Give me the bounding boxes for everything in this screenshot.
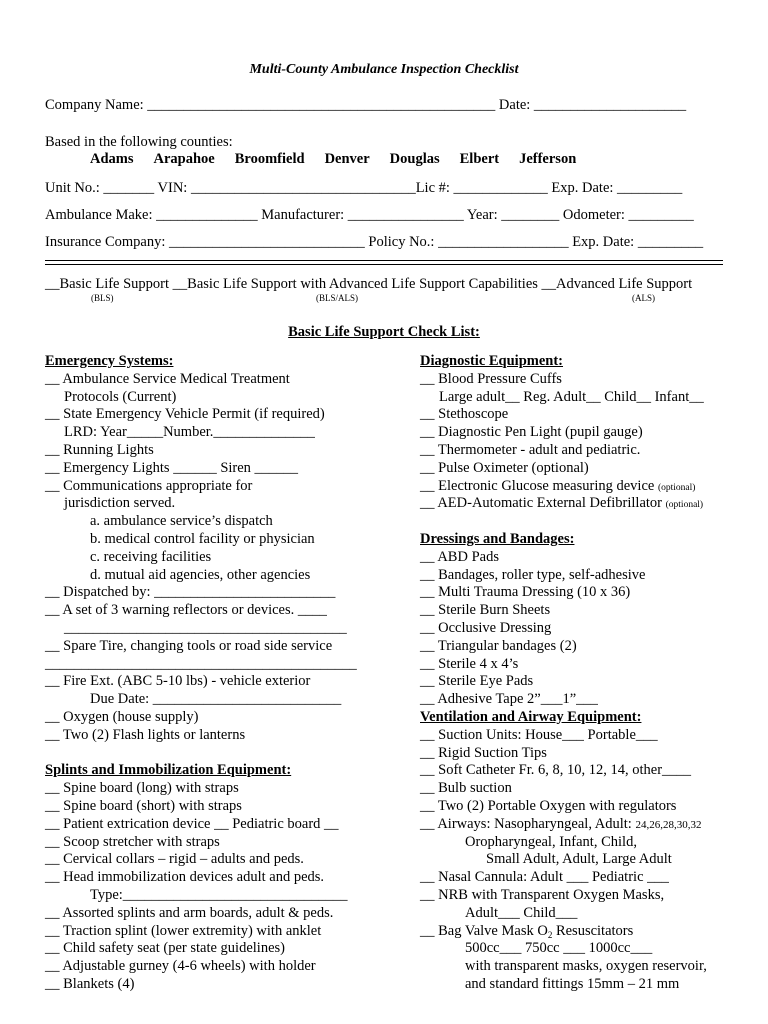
checklist-item: __ Two (2) Flash lights or lanterns <box>45 726 246 743</box>
checklist-item: __ Blankets (4) <box>45 975 135 992</box>
checklist-item: __ Blood Pressure Cuffs <box>420 370 562 387</box>
checklist-item: __ ABD Pads <box>420 548 499 565</box>
county-list <box>90 151 596 168</box>
checklist-item-text: __ Airways: Nasopharyngeal, Adult: <box>420 815 636 832</box>
checklist-item: __ Dispatched by: _________________________ <box>45 584 336 601</box>
county-name: Jefferson <box>519 151 577 167</box>
checklist-item: c. receiving facilities <box>90 548 212 565</box>
right-column <box>420 353 707 994</box>
checklist-item: __ A set of 3 warning reflectors or devices. ____ <box>45 602 327 619</box>
checklist-item: __ Bandages, roller type, self-adhesive <box>420 566 646 583</box>
optional-note: (optional) <box>657 482 696 493</box>
checklist-item: 500cc___ 750cc ___ 1000cc___ <box>465 940 653 957</box>
checklist-item: __ Traction splint (lower extremity) with anklet <box>45 922 322 939</box>
based-in-label: Based in the following counties: <box>45 134 233 150</box>
checklist-item: _______________________________________ <box>64 619 347 636</box>
checklist-item: __ Cervical collars – rigid – adults and peds. <box>45 851 304 868</box>
county-name: Elbert <box>459 151 500 167</box>
checklist-item: Large adult__ Reg. Adult__ Child__ Infant__ <box>439 388 704 405</box>
diagnostic-equipment-heading: Diagnostic Equipment: <box>420 353 564 369</box>
checklist-item: __ Oxygen (house supply) <box>45 708 199 725</box>
make-manufacturer-line: Ambulance Make: ______________ Manufacturer: ________________ Year: ________ Odometer: _________ <box>45 207 694 223</box>
checklist-item: __ Communications appropriate for <box>45 477 253 494</box>
checklist-item: a. ambulance service’s dispatch <box>90 513 273 530</box>
checklist-item: __ Adhesive Tape 2”___1”___ <box>420 691 598 708</box>
checklist-item: __ Spine board (short) with straps <box>45 797 242 814</box>
checklist-item: __ Suction Units: House___ Portable___ <box>420 726 658 743</box>
checklist-item: __ Emergency Lights ______ Siren ______ <box>45 459 299 476</box>
checklist-item: __ Assorted splints and arm boards, adult & peds. <box>45 904 334 921</box>
checklist-item: __ Spine board (long) with straps <box>45 780 239 797</box>
county-name: Denver <box>324 151 370 167</box>
checklist-item: __ Pulse Oximeter (optional) <box>420 459 589 476</box>
checklist-item <box>420 478 707 496</box>
checklist-item: __ Ambulance Service Medical Treatment <box>45 370 290 387</box>
divider-line <box>45 260 723 261</box>
checklist-item: __ State Emergency Vehicle Permit (if required) <box>45 406 325 423</box>
checklist-item: __ Nasal Cannula: Adult ___ Pediatric ___ <box>420 869 669 886</box>
checklist-item: __ Multi Trauma Dressing (10 x 36) <box>420 584 631 601</box>
checklist-item: and standard fittings 15mm – 21 mm <box>465 975 680 992</box>
subscript-2: 2 <box>547 929 553 940</box>
checklist-item: d. mutual aid agencies, other agencies <box>90 566 311 583</box>
checklist-item: __ Sterile 4 x 4’s <box>420 655 519 672</box>
checklist-item: __ Adjustable gurney (4-6 wheels) with holder <box>45 958 316 975</box>
insurance-line: Insurance Company: ___________________________ Policy No.: __________________ Exp. Date: _________ <box>45 234 704 250</box>
checklist-item: __ Running Lights <box>45 441 154 458</box>
checklist-item: ___________________________________________ <box>45 655 357 672</box>
checklist-item: __ Spare Tire, changing tools or road side service <box>45 637 333 654</box>
checklist-item: __ Two (2) Portable Oxygen with regulators <box>420 797 677 814</box>
dressings-heading: Dressings and Bandages: <box>420 530 575 547</box>
checklist-item: jurisdiction served. <box>64 495 176 512</box>
checklist-item-text: __ AED-Automatic External Defibrillator <box>420 495 662 512</box>
checklist-item <box>420 923 707 941</box>
document-title: Multi-County Ambulance Inspection Checklist <box>249 62 519 77</box>
checklist-item: __ Sterile Eye Pads <box>420 673 534 690</box>
section-title: Basic Life Support Check List: <box>288 324 480 340</box>
county-name: Douglas <box>389 151 440 167</box>
checklist-item: __ Triangular bandages (2) <box>420 637 577 654</box>
checklist-item: Protocols (Current) <box>64 388 177 405</box>
checklist-item: __ Rigid Suction Tips <box>420 744 547 761</box>
checklist-item: __ Stethoscope <box>420 406 509 423</box>
checklist-item-text: __ Bag Valve Mask O <box>420 922 548 939</box>
checklist-item: __ Thermometer - adult and pediatric. <box>420 441 641 458</box>
emergency-systems-heading: Emergency Systems: <box>45 353 174 369</box>
left-column <box>45 353 357 994</box>
checklist-item: __ Fire Ext. (ABC 5-10 lbs) - vehicle exterior <box>45 673 311 690</box>
checklist-item: __ NRB with Transparent Oxygen Masks, <box>420 886 665 903</box>
checklist-item: Type:_______________________________ <box>90 886 348 903</box>
ventilation-heading: Ventilation and Airway Equipment: <box>420 708 642 725</box>
checklist-item <box>420 495 707 513</box>
checklist-item: __ Soft Catheter Fr. 6, 8, 10, 12, 14, other____ <box>420 762 692 779</box>
county-name: Broomfield <box>234 151 305 167</box>
bls-als-abbrev: (BLS/ALS) <box>316 293 359 303</box>
county-name: Arapahoe <box>153 151 215 167</box>
checklist-item: Small Adult, Adult, Large Adult <box>486 851 672 868</box>
checklist-item: __ Diagnostic Pen Light (pupil gauge) <box>420 424 643 441</box>
checklist-item: Due Date: __________________________ <box>90 691 342 708</box>
checklist-item: __ Head immobilization devices adult and peds. <box>45 869 325 886</box>
company-date-line: Company Name: ________________________________________________ Date: _____________________ <box>45 97 687 113</box>
optional-note: (optional) <box>665 500 704 511</box>
checklist-item: Oropharyngeal, Infant, Child, <box>465 833 637 850</box>
airway-sizes: 24,26,28,30,32 <box>635 818 702 831</box>
bls-abbrev: (BLS) <box>91 293 114 303</box>
checklist-item: __ Scoop stretcher with straps <box>45 833 220 850</box>
divider-line <box>45 264 723 265</box>
splints-heading: Splints and Immobilization Equipment: <box>45 762 292 779</box>
checklist-item: b. medical control facility or physician <box>90 530 315 547</box>
checklist-item: __ Child safety seat (per state guidelines) <box>45 940 285 957</box>
checklist-item: __ Bulb suction <box>420 780 512 797</box>
unit-vin-line: Unit No.: _______ VIN: _______________________________Lic #: _____________ Exp. Date: _________ <box>45 180 683 196</box>
support-level-options: __Basic Life Support __Basic Life Support with Advanced Life Support Capabilities __Advanced Life Support <box>45 276 693 292</box>
checklist-item-text: Resuscitators <box>552 922 634 939</box>
als-abbrev: (ALS) <box>632 293 655 303</box>
checklist-item: LRD: Year_____Number.______________ <box>64 424 315 441</box>
county-name: Adams <box>90 151 134 167</box>
checklist-item: with transparent masks, oxygen reservoir, <box>465 958 707 975</box>
checklist-item: __ Patient extrication device __ Pediatric board __ <box>45 815 339 832</box>
checklist-item-text: __ Electronic Glucose measuring device <box>420 477 655 494</box>
checklist-item: __ Occlusive Dressing <box>420 619 552 636</box>
checklist-item: Adult___ Child___ <box>465 904 578 921</box>
checklist-item <box>420 816 707 834</box>
checklist-item: __ Sterile Burn Sheets <box>420 602 551 619</box>
